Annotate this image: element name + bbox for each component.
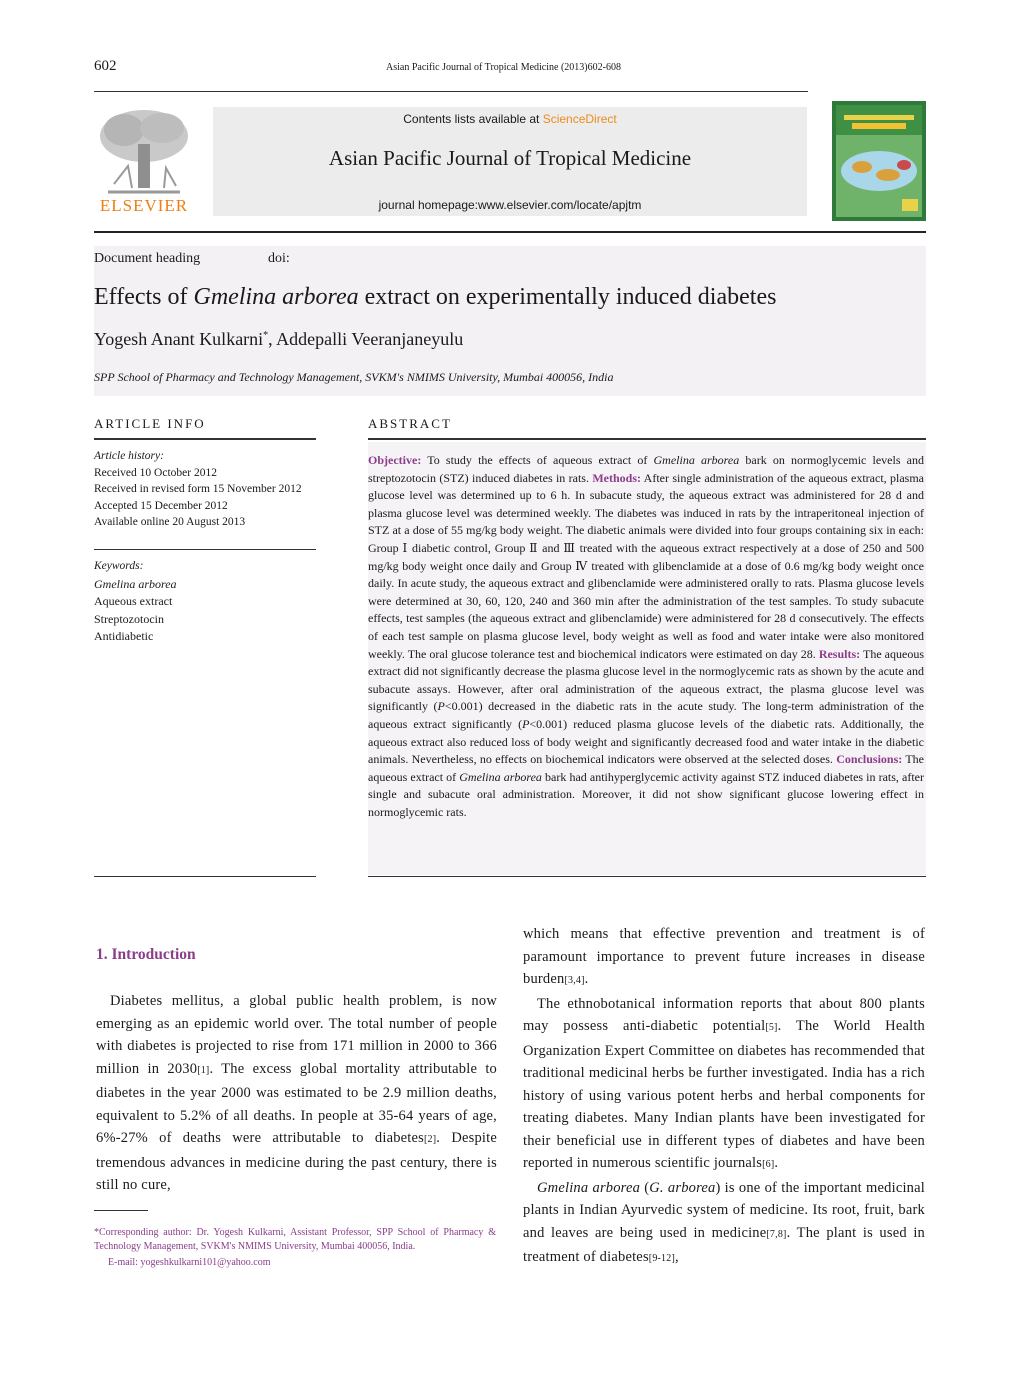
citation-ref[interactable]: [6]: [762, 1159, 775, 1170]
header-divider: [94, 91, 808, 92]
conclusions-label: Conclusions:: [836, 752, 903, 767]
keywords-rule: [94, 549, 316, 550]
title-suffix: extract on experimentally induced diabetes: [358, 284, 777, 310]
body-text: . Despite tremendous advances in medicine during the past century, there is still no cure,: [96, 1130, 498, 1193]
p-value-symbol: P: [437, 699, 445, 714]
paragraph: [523, 1177, 925, 1271]
citation-ref[interactable]: [3,4]: [564, 975, 585, 986]
masthead-divider: [94, 231, 926, 233]
article-info-rule: [94, 438, 316, 440]
citation-ref[interactable]: [1]: [197, 1064, 210, 1076]
body-text: (: [640, 1179, 650, 1196]
author-list: [94, 329, 463, 350]
history-online: Available online 20 August 2013: [94, 516, 246, 528]
citation-ref[interactable]: [2]: [424, 1134, 437, 1145]
abstract-text: <0.001) decreased in the diabetic rats in the acute study. The long-term administration of the aqueous extract significantly (: [368, 699, 925, 731]
abstract-text: bark had antihyperglycemic activity against STZ induced diabetes in rats, after single and subacute oral administration. Moreover, it did not show significant glucose lowering effect in normoglycemic rats.: [368, 769, 925, 819]
corresponding-mark: *: [263, 330, 269, 341]
title-species: Gmelina arborea: [193, 284, 359, 310]
footnote-rule: [94, 1210, 148, 1211]
page-number: 602: [94, 58, 117, 74]
contents-availability: [213, 112, 807, 126]
species-name: Gmelina arborea: [653, 453, 740, 467]
p-value-symbol: P: [522, 716, 530, 731]
journal-cover-icon: [832, 101, 926, 221]
history-accepted: Accepted 15 December 2012: [94, 499, 228, 512]
journal-citation: Asian Pacific Journal of Tropical Medicine (2013)602-608: [386, 62, 621, 73]
body-text: . The excess global mortality attributable to diabetes in the year 2000 was estimated to be 2.9 million deaths, equivalent to 5.2% of all deaths. In people at 35-64 years of age, 6%-27% of deaths were attributable to diabetes: [96, 1060, 497, 1146]
abstract-text: To study the effects of aqueous extract of: [421, 453, 654, 467]
species-name: G. arborea: [649, 1179, 716, 1196]
methods-label: Methods:: [592, 470, 641, 485]
article-info-bottom-rule: [94, 876, 316, 877]
corresponding-footnote: [94, 1226, 496, 1270]
title-prefix: Effects of: [94, 284, 194, 310]
journal-title: Asian Pacific Journal of Tropical Medicine: [328, 146, 692, 170]
body-column-right: [523, 923, 925, 1271]
contents-prefix: Contents lists available at: [403, 112, 540, 126]
body-text: .: [584, 971, 589, 987]
affiliation: SPP School of Pharmacy and Technology Management, SVKM's NMIMS University, Mumbai 400056, India: [94, 370, 614, 384]
elsevier-logo: [94, 104, 194, 216]
paragraph: [523, 993, 925, 1177]
abstract-heading: ABSTRACT: [368, 416, 452, 431]
article-history: [94, 448, 316, 531]
paragraph: [96, 990, 497, 1197]
objective-label: Objective:: [368, 453, 422, 467]
history-revised: Received in revised form 15 November 2012: [94, 483, 302, 495]
keywords-list: [94, 558, 316, 646]
journal-homepage-link[interactable]: journal homepage:www.elsevier.com/locate/apjtm: [378, 198, 642, 212]
body-text: which means that effective prevention and treatment is of paramount importance to prevent future increases in disease burden: [523, 926, 925, 987]
journal-masthead: [213, 107, 807, 216]
document-heading: Document heading: [94, 251, 201, 266]
body-text: ) is one of the important medicinal plants in Indian Ayurvedic system of medicine. Its root, fruit, bark and leaves are being used in medicine: [523, 1179, 925, 1241]
paragraph: [523, 923, 925, 993]
body-text: Diabetes mellitus, a global public health problem, is now emerging as an epidemic world over. The total number of people with diabetes is projected to rise from 171 million in 2000 to 366 million in 2030: [96, 993, 497, 1077]
abstract-text: <0.001) reduced plasma glucose levels of the diabetic rats. Additionally, the aqueous extract also reduced loss of body weight and significantly decreased food and water intake in the diabetic animals. Nevertheless, no effects on biochemical indicators were observed at the selected doses.: [368, 716, 924, 767]
body-text: . The plant is used in treatment of diabetes: [523, 1224, 926, 1265]
author-email[interactable]: E-mail: yogeshkulkarni101@yahoo.com: [108, 1257, 271, 1268]
citation-ref[interactable]: [7,8]: [766, 1228, 787, 1240]
abstract-rule: [368, 438, 926, 440]
abstract-text: The aqueous extract did not significantly decrease the plasma glucose level in the normoglycemic rats as shown by the acute and subacute assays. However, after oral administration of the aqueous extract, the plasma glucose level was significantly (: [368, 646, 925, 714]
abstract-text: bark on normoglycemic levels and streptozotocin (STZ) induced diabetes in rats.: [368, 453, 925, 485]
citation-ref[interactable]: [9-12]: [648, 1253, 675, 1264]
body-text: ,: [675, 1249, 679, 1265]
body-text: The ethnobotanical information reports that about 800 plants may possess anti-diabetic potential: [523, 995, 925, 1034]
body-text: .: [774, 1155, 779, 1171]
results-label: Results:: [818, 646, 861, 661]
species-name: Gmelina arborea: [459, 769, 542, 784]
keyword: Gmelina arborea: [94, 576, 177, 591]
citation-ref[interactable]: [5]: [765, 1022, 778, 1033]
body-column-left: [96, 990, 497, 1197]
history-label: Article history:: [94, 450, 164, 462]
history-received: Received 10 October 2012: [94, 466, 217, 479]
doi-label: doi:: [268, 251, 290, 266]
sciencedirect-link[interactable]: ScienceDirect: [542, 112, 617, 126]
abstract-text: The aqueous extract of: [368, 752, 924, 784]
article-info-heading: ARTICLE INFO: [94, 416, 206, 431]
author-kulkarni: Yogesh Anant Kulkarni: [94, 329, 264, 349]
article-title: [94, 284, 776, 311]
elsevier-wordmark: ELSEVIER: [99, 196, 189, 215]
abstract-bottom-rule: [368, 876, 926, 877]
author-veeranjaneyulu: , Addepalli Veeranjaneyulu: [268, 329, 464, 349]
species-name: Gmelina arborea: [537, 1179, 641, 1196]
corresponding-author-note: *Corresponding author: Dr. Yogesh Kulkarni, Assistant Professor, SPP School of Pharmacy & Technology Management, SVKM's NMIMS University, Mumbai 400056, India.: [94, 1227, 496, 1252]
keyword: Antidiabetic: [94, 629, 154, 643]
keywords-label: Keywords:: [94, 560, 144, 572]
abstract-body: [368, 452, 924, 821]
tree-icon: [94, 104, 194, 196]
keyword: Aqueous extract: [94, 594, 173, 608]
introduction-heading: 1. Introduction: [96, 946, 196, 963]
abstract-text: After single administration of the aqueous extract, plasma glucose level was determined up to 6 h. In subacute study, the aqueous extract was administered for 28 d and plasma glucose level was determined weekly. The diabetes was induced in rats by the intraperitoneal injection of STZ at a dose of 55 mg/kg body weight. The diabetic animals were divided into four groups containing six in each: Group Ⅰ diabetic control, Group Ⅱ and Ⅲ treated with the aqueous extract respectively at a dose of 250 and 500 mg/kg body weight once daily and Group Ⅳ treated with glibenclamide at a dose of 0.6 mg/kg body weight once daily. In acute study, the aqueous extract and glibenclamide were administered orally to rats. Plasma glucose levels were determined at 30, 60, 120, 240 and 360 min after the administration of the test samples. To study subacute effects, test samples (the aqueous extract and glibenclamide) were administered for 28 d consecutively. The effects of each test sample on plasma glucose level, body weight as well as food and water intake were also monitored weekly. The oral glucose tolerance test and biochemical indicators were estimated on day 28.: [368, 470, 924, 661]
body-text: . The World Health Organization Expert Committee on diabetes has recommended that traditional medicinal herbs be further investigated. India has a rich history of using various potent herbs and herbal components for treating diabetes. Many Indian plants have been investigated for their beneficial use in different types of diabetes and have been reported in numerous scientific journals: [523, 1018, 925, 1171]
keyword: Streptozotocin: [94, 611, 164, 626]
